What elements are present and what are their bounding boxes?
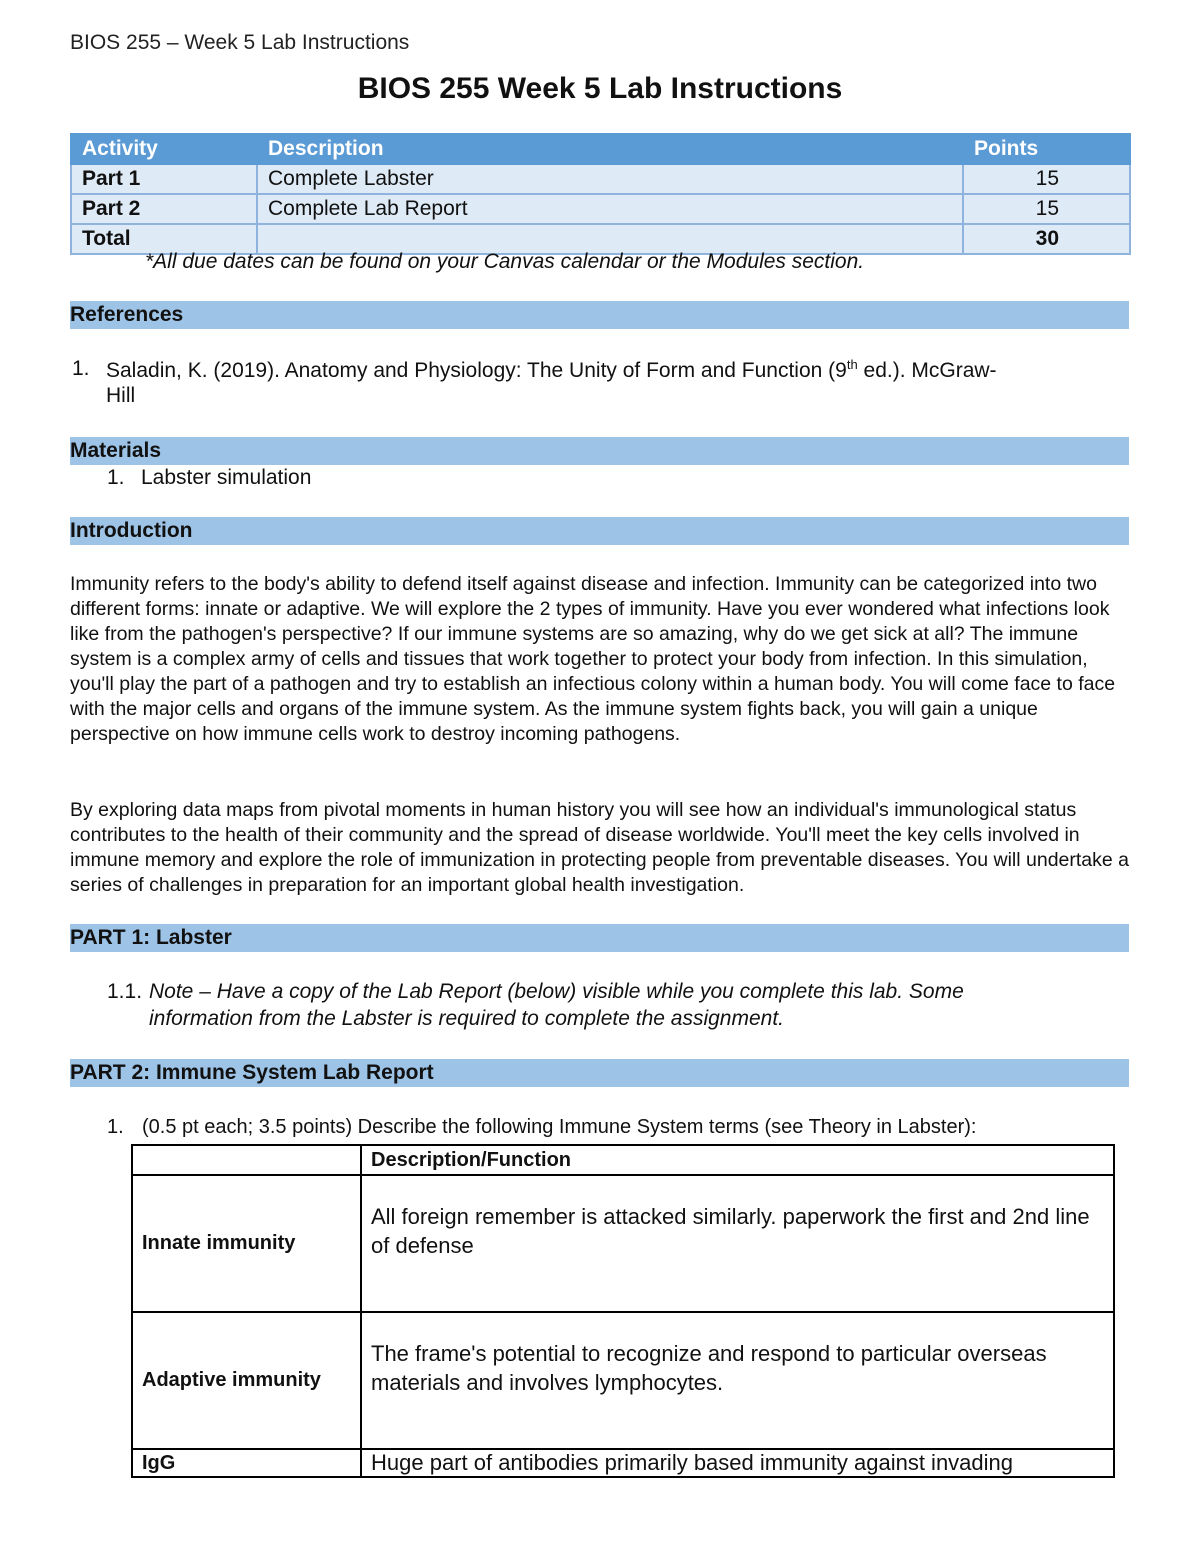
- page-title: BIOS 255 Week 5 Lab Instructions: [357, 72, 843, 105]
- list-number: 1.: [107, 466, 125, 489]
- term-cell: Innate immunity: [132, 1175, 361, 1312]
- points-cell: 30: [963, 224, 1130, 254]
- column-header: Description/Function: [361, 1145, 1114, 1175]
- reference-text: Saladin, K. (2019). Anatomy and Physiology: The Unity of Form and Function (9: [106, 359, 847, 382]
- section-heading-label: PART 1: Labster: [70, 926, 232, 949]
- section-heading-references: [70, 301, 1129, 329]
- points-cell: 15: [963, 164, 1130, 194]
- answer-cell[interactable]: The frame's potential to recognize and respond to particular overseas materials and involves lymphocytes.: [361, 1312, 1114, 1449]
- column-header: Points: [963, 134, 1130, 164]
- due-dates-note: *All due dates can be found on your Canvas calendar or the Modules section.: [145, 250, 865, 273]
- column-header: Description: [257, 134, 963, 164]
- section-heading-introduction: [70, 517, 1129, 545]
- points-cell: 15: [963, 194, 1130, 224]
- column-header: Activity: [71, 134, 257, 164]
- table-row: [71, 194, 1130, 224]
- reference-text: ed.). McGraw-: [857, 359, 997, 382]
- list-number: 1.1.: [107, 980, 143, 1003]
- table-row: [132, 1175, 1114, 1312]
- superscript: th: [846, 357, 858, 372]
- question-text: (0.5 pt each; 3.5 points) Describe the following Immune System terms (see Theory in Labster):: [142, 1116, 977, 1138]
- answer-cell[interactable]: Huge part of antibodies primarily based immunity against invading: [361, 1449, 1114, 1477]
- activity-table: [70, 133, 1131, 255]
- list-number: 1.: [72, 357, 90, 380]
- part1-note: Note – Have a copy of the Lab Report (below) visible while you complete this lab. Some: [149, 980, 964, 1003]
- materials-item: Labster simulation: [141, 466, 312, 489]
- activity-cell: Total: [71, 224, 257, 254]
- table-row: [132, 1449, 1114, 1477]
- table-row: [71, 164, 1130, 194]
- table-header-row: [71, 134, 1130, 164]
- term-cell: IgG: [132, 1449, 361, 1477]
- section-heading-part1: [70, 924, 1129, 952]
- table-row: [132, 1312, 1114, 1449]
- reference-item: [106, 357, 997, 383]
- activity-cell: Part 1: [71, 164, 257, 194]
- running-header: BIOS 255 – Week 5 Lab Instructions: [70, 31, 410, 54]
- description-cell: Complete Lab Report: [257, 194, 963, 224]
- term-header-cell: [132, 1145, 361, 1175]
- table-header-row: [132, 1145, 1114, 1175]
- lab-report-table: [131, 1144, 1115, 1478]
- section-heading-label: PART 2: Immune System Lab Report: [70, 1061, 434, 1084]
- section-heading-materials: [70, 437, 1129, 465]
- section-heading-label: Introduction: [70, 519, 193, 542]
- answer-cell[interactable]: All foreign remember is attacked similarly. paperwork the first and 2nd line of defense: [361, 1175, 1114, 1312]
- section-heading-label: Materials: [70, 439, 162, 462]
- activity-cell: Part 2: [71, 194, 257, 224]
- description-cell: Complete Labster: [257, 164, 963, 194]
- section-heading-part2: [70, 1059, 1129, 1087]
- intro-paragraph: By exploring data maps from pivotal moments in human history you will see how an individual's immunological status contributes to the health of their community and the spread of disease worldwide. You'll meet the key cells involved in immune memory and explore the role of immunization in protecting people from preventable diseases. You will undertake a series of challenges in preparation for an important global health investigation.: [70, 799, 1129, 896]
- section-heading-label: References: [70, 303, 184, 326]
- term-cell: Adaptive immunity: [132, 1312, 361, 1449]
- intro-paragraph: Immunity refers to the body's ability to defend itself against disease and infection. Immunity can be categorized into two different forms: innate or adaptive. We will explore the 2 types of immunity. Have you ever wondered what infections look like from the pathogen's perspective? If our immune systems are so amazing, why do we get sick at all? The immune system is a complex army of cells and tissues that work together to protect your body from infection. In this simulation, you'll play the part of a pathogen and try to establish an infectious colony within a human body. You will come face to face with the major cells and organs of the immune system. As the immune system fights back, you will gain a unique perspective on how immune cells work to destroy incoming pathogens.: [70, 573, 1116, 745]
- part1-note-continued: information from the Labster is required to complete the assignment.: [149, 1007, 784, 1030]
- list-number: 1.: [107, 1116, 124, 1138]
- reference-text-continued: Hill: [106, 384, 136, 407]
